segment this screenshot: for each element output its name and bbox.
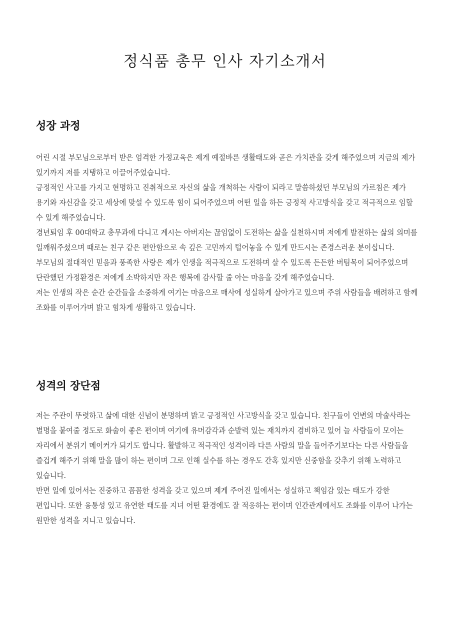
section-body-personality (36, 408, 418, 528)
section-heading-growth: 성장 과정 (36, 120, 81, 132)
page-title: 정식품 총무 인사 자기소개서 (123, 52, 327, 70)
paragraph: 부모님의 절대적인 믿음과 풍족한 사랑은 제가 인생을 적극적으로 도전하며 살 수 있도록 든든한 버팀목이 되어주었으며 단란했던 가정환경은 저에게 소박하지만 작은 행복에 감사할 줄 아는 마음을 갖게 해주었습니다. (36, 258, 409, 282)
paragraph: 반면 일에 있어서는 진중하고 꼼꼼한 성격을 갖고 있으며 제게 주어진 일에서는 성실하고 책임감 있는 태도가 강한 편입니다. 또한 융통성 있고 유연한 태도를 지녀 어떤 환경에도 잘 적응하는 편이며 인간관계에서도 조화를 이루어 나가는 원만한 성격을 지니고 있습니다. (36, 486, 413, 525)
paragraph: 긍정적인 사고를 가지고 현명하고 진취적으로 자신의 삶을 개척하는 사람이 되라고 말씀하셨던 부모님의 가르침은 제가 용기와 자신감을 갖고 세상에 맞설 수 있도록 힘이 되어주었으며 어떤 일을 하든 긍정적 사고방식을 갖고 적극적으로 임할 수 있게 해주었습니다. (36, 183, 413, 222)
paragraph: 어린 시절 부모님으로부터 받은 엄격한 가정교육은 제게 예절바른 생활태도와 곧은 가치관을 갖게 해주었으며 지금의 제가 있기까지 저를 지탱하고 이끌어주었습니다. (36, 153, 416, 177)
paragraph: 저는 인생의 작은 순간 순간들을 소중하게 여기는 마음으로 매사에 성실하게 살아가고 있으며 주위 사람들을 배려하고 함께 조화를 이루어가며 밝고 힘차게 생활하고 있습니다. (36, 288, 418, 312)
paragraph: 저는 주관이 뚜렷하고 삶에 대한 신념이 분명하며 밝고 긍정적인 사고방식을 갖고 있습니다. 친구들이 언변의 마술사라는 별명을 붙여줄 정도로 화술이 좋은 편이며 여기에 유머감각과 순발력 있는 재치까지 겸비하고 있어 늘 사람들이 모이는 자리에서 분위기 메이커가 되기도 합니다. 활발하고 적극적인 성격이라 다른 사람의 말을 들어주기보다는 다른 사람들을 즐겁게 해주기 위해 말을 많이 하는 편이며 그로 인해 실수를 하는 경우도 간혹 있지만 신중함을 갖추기 위해 노력하고 있습니다. (36, 411, 411, 480)
section-heading-personality: 성격의 장단점 (36, 380, 101, 392)
paragraph: 경년퇴임 후 00대학교 총무과에 다니고 계시는 아버지는 끊임없이 도전하는 삶을 실천하시며 저에게 발전하는 삶의 의미를 일깨워주셨으며 때로는 친구 같은 편안함으로 속 깊은 고민까지 털어놓을 수 있게 만드시는 존경스러운 분이십니다. (36, 228, 418, 252)
section-body-growth (36, 150, 418, 315)
